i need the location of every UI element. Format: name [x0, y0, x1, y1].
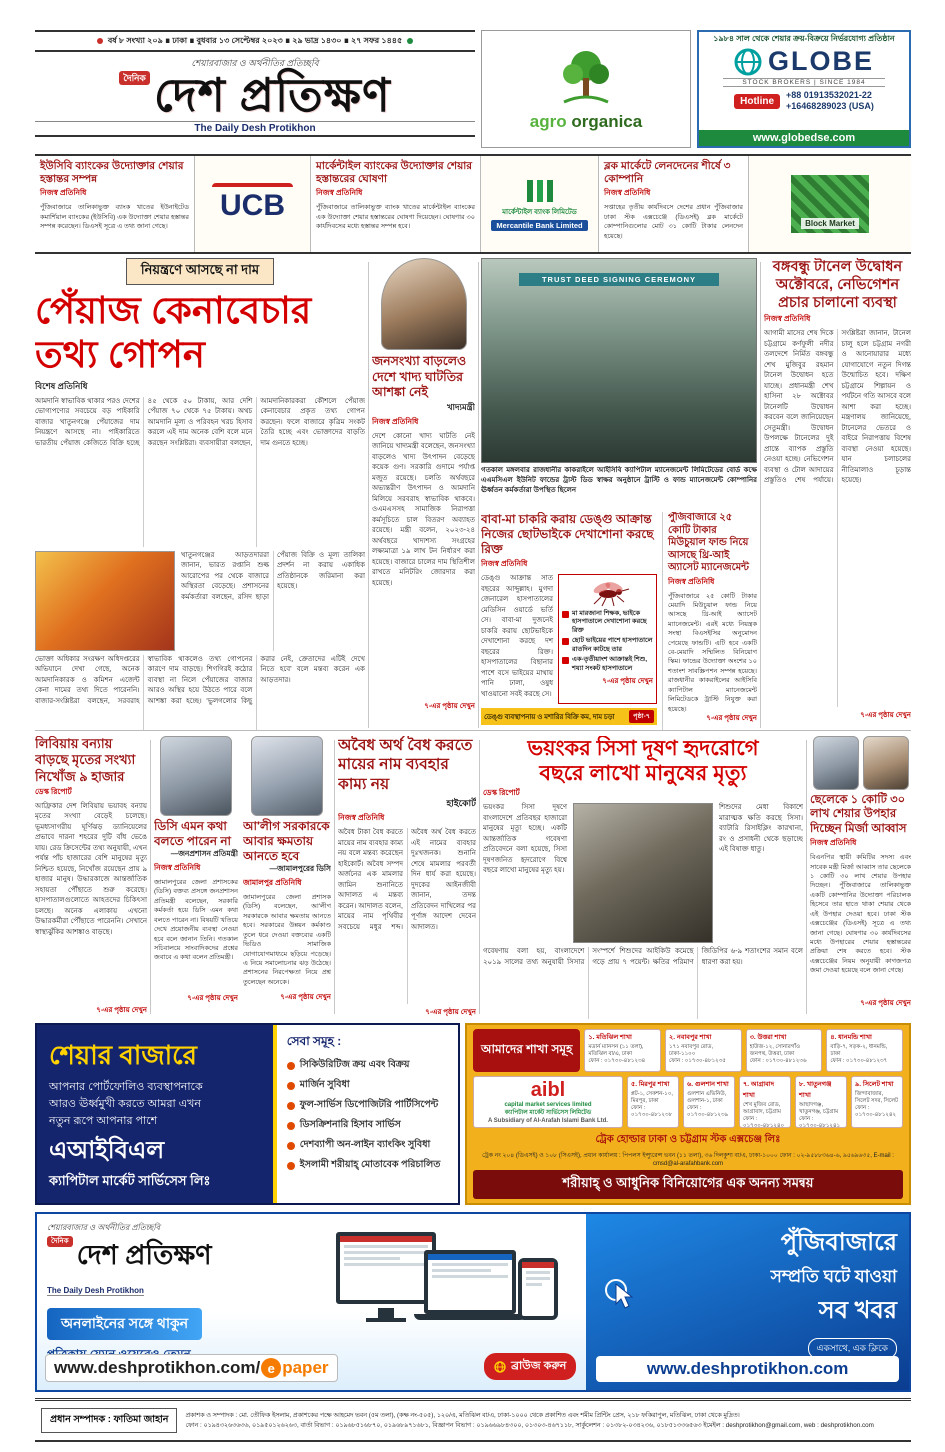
promo-masthead-title: দেশ প্রতিক্ষণ — [76, 1240, 212, 1270]
high-court-article — [338, 736, 476, 1019]
promo-masthead-sub: The Daily Desh Protikhon — [47, 1286, 144, 1295]
globe-brand-name: GLOBE — [767, 46, 874, 77]
sisa-headline-line2: বছরে লাখো মানুষের মৃত্যু — [539, 762, 747, 786]
branch-box: ৬. গুলশান শাখা গুলশান এভিনিউ, গুলশান-১, ঢাকা ফোন : ০১৭৩০-৪৮১২৩৯ — [683, 1076, 735, 1128]
dengue-page-tab: পৃষ্ঠা-৭ — [629, 710, 654, 723]
court-body: অবৈধ টাকা বৈধ করতে মায়ের নাম ব্যবহার কাম্য নয় বলে মন্তব্য করেছেন হাইকোর্ট। অবৈধ সম্পদ অর্জনের এক মামলার জামিন শুনানিতে আদালত এ মন্তব্য করেন। আদালত বলেন, মায়ের নাম পৃথিবীর সবচেয়ে মধুর শব্দ। অবৈধ অর্থ বৈধ করতে এই নামের ব্যবহার দুঃখজনক। শুনানি শেষে মামলার পরবর্তী দিন ধার্য করা হয়েছে। দুদকের আইনজীবী জানান, তদন্ত প্রতিবেদন দাখিলের পর পূর্ণাঙ্গ আদেশ দেবেন আদালত। — [338, 829, 476, 931]
strip-body: পুঁজিবাজারে তালিকাভুক্ত ব্যাংক খাতের মার্কেন্টাইল ব্যাংকের এক উদ্যোক্তা শেয়ার হস্তান্তরের ঘোষণা দিয়েছেন। ঘোষণার ৩০ কার্যদিবসের মধ্যে হস্তান্তর সম্পন্ন হবে। — [316, 204, 475, 231]
green-dot-icon — [407, 38, 413, 44]
strip-byline: নিজস্ব প্রতিনিধি — [604, 188, 651, 198]
aibl-ad-title: শেয়ার বাজারে — [49, 1040, 197, 1070]
strip-byline: নিজস্ব প্রতিনিধি — [40, 188, 87, 198]
food-body: দেশে কোনো খাদ্য ঘাটতি নেই জানিয়ে খাদ্যমন্ত্রী বলেছেন, জনসংখ্যা বাড়লেও খাদ্য উৎপাদন বেড়েছে কয়েক গুণ। সরকারি গুদামে পর্যাপ্ত মজুত রয়েছে। চলতি অর্থবছরে অভ্যন্তরীণ উৎপাদন ও আমদানি মিলিয়ে সরবরাহ স্বাভাবিক থাকবে। ওএমএসসহ সামাজিক নিরাপত্তা কর্মসূচিতে চাল বিতরণ অব্যাহত রয়েছে। মন্ত্রী বলেন, ২০২৩-২৪ অর্থবছরে খাদ্যশস্য সংগ্রহের লক্ষ্যমাত্রা ১৯ লাখ টন নির্ধারণ করা হয়েছে। বাজারে চালের দাম স্থিতিশীল রাখতে মনিটরিং জোরদার করা হয়েছে। — [372, 432, 475, 587]
bullet-icon — [287, 1162, 295, 1170]
dc-headline: ডিসি এমন কথা বলতে পারেন না — [154, 819, 231, 848]
mosquito-icon — [586, 578, 630, 608]
food-byline: নিজস্ব প্রতিনিধি — [372, 416, 419, 426]
branch-box: ৯. সিলেট শাখা জিন্দাবাজার, সিলেট সদর, সিলেট ফোন : ০১৭৩০-৪৮১২৪২ — [851, 1076, 903, 1128]
promo-masthead-tagline: শেয়ারবাজার ও অর্থনীতির প্রতিচ্ছবি — [47, 1223, 161, 1232]
ceremony-photo — [481, 258, 757, 463]
dengue-stat: এক-তৃতীয়াংশ আক্রান্তই শিশু, শয্যা সংকট হাসপাতালে — [562, 656, 653, 673]
dengue-stat: ছোট ভাইয়ের পাশে হাসপাতালে রাতদিন কাটছে তার — [562, 637, 653, 654]
trec-holder-line: ট্রেক হোল্ডার ঢাকা ও চট্টগ্রাম স্টক এক্সচেঞ্জ লিঃ — [595, 1134, 781, 1145]
hotline-phone-1: +88 01913532021-22 — [786, 90, 872, 101]
lead-article-onion — [35, 258, 365, 730]
globe-logo-icon — [734, 48, 762, 76]
tunnel-body: আগামী মাসের শেষ দিকে চট্টগ্রামে কর্ণফুলী নদীর তলদেশে নির্মিত বঙ্গবন্ধু শেখ মুজিবুর রহমান টানেল উদ্বোধন হতে যাচ্ছে। প্রধানমন্ত্রী শেখ হাসিনা ২৮ অক্টোবর টানেলটি উদ্বোধন করবেন বলে জানিয়েছেন সেতুমন্ত্রী। উদ্বোধন উপলক্ষে টানেলের দুই প্রান্তে ব্যাপক প্রস্তুতি নেওয়া হচ্ছে। নেভিগেশন ব্যবস্থা ও টোল আদায়ের প্রস্তুতিও শেষ পর্যায়ে। সংশ্লিষ্টরা জানান, টানেল চালু হলে চট্টগ্রাম নগরী ও আনোয়ারার মধ্যে যোগাযোগে নতুন দিগন্ত উন্মোচিত হবে। দক্ষিণ চট্টগ্রামে শিল্পায়ন ও পর্যটনে গতি আসবে বলে আশা করা হচ্ছে। মন্ত্রণালয় জানিয়েছে, টানেলের ভেতরে ও বাইরে নিরাপত্তায় বিশেষ ব্যবস্থা নেওয়া হয়েছে। যান চলাচলের নীতিমালাও চূড়ান্ত হয়েছে। — [764, 330, 911, 485]
al-more-link: ৭-এর পৃষ্ঠায় দেখুন — [280, 994, 331, 1001]
branch-box: ৩. উত্তরা শাখা হাউজ-১২, সোনারগাঁও জনপথ, উত্তরা, ঢাকা ফোন : ০১৭৩০-৪৮১২৩৬ — [746, 1029, 823, 1072]
court-headline: অবৈধ অর্থ বৈধ করতে মায়ের নাম ব্যবহার কাম্য নয় — [338, 737, 473, 793]
tunnel-headline: বঙ্গবন্ধু টানেল উদ্বোধন অক্টোবরে, নেভিগেশন প্রচার চালানো ব্যবস্থা — [772, 259, 903, 312]
stat-icon — [562, 638, 569, 645]
lead-byline: বিশেষ প্রতিনিধি — [35, 380, 88, 391]
strip-more-link — [316, 251, 475, 254]
edition-date-bar — [35, 30, 475, 52]
epaper-e-icon: e — [261, 1358, 281, 1378]
service-item: ইসলামী শরীয়াহ্ মোতাবেক পরিচালিত — [287, 1158, 448, 1173]
devices-graphic — [336, 1224, 576, 1354]
tunnel-article — [764, 258, 911, 730]
promo-right-tag: একসাথে, এক ক্লিকে — [808, 1338, 897, 1359]
stat-icon — [562, 611, 569, 618]
hotline-phone-2: +16468289023 (USA) — [786, 101, 874, 112]
lead-headline-line2: তথ্য গোপন — [35, 334, 205, 376]
al-quote-article — [243, 736, 331, 1019]
al-byline: জামালপুর প্রতিনিধি — [243, 878, 302, 887]
aibl-brand: এআইবিএল — [49, 1137, 165, 1164]
sisa-body-bottom: গবেষণায় বলা হয়, বাংলাদেশে ২০১৯ সালের তথ্য অনুযায়ী সিসার সংস্পর্শে শিশুদের আইকিউ কমেছে গড়ে প্রায় ৭ পয়েন্ট। ক্ষতির পরিমাণ জিডিপির ৬-৯ শতাংশের সমান বলে ধারণা করা হয়। — [483, 948, 803, 966]
laptop-icon — [424, 1250, 516, 1314]
lead-kicker: নিয়ন্ত্রণে আসছে না দাম — [126, 258, 274, 285]
aibl-ad-line2: আরও ঊর্ধ্বমুখী করতে আমরা এখন — [49, 1098, 201, 1111]
mirza-article — [810, 736, 911, 1019]
food-minister-article — [372, 258, 475, 730]
phone-icon — [518, 1258, 558, 1320]
strip-headline: ব্লক মার্কেটে লেনদেনের শীর্ষে ৩ কোম্পানি — [604, 160, 731, 186]
lead-body-3: ভোক্তা অধিকার সংরক্ষণ অধিদপ্তরের অভিযানে দেখা গেছে, অনেক আমদানিকারক ও কমিশন এজেন্ট কেনা দামের তথ্য দিতে পারেননি। বাজার-সংশ্লিষ্টরা বলছেন, সরবরাহ স্বাভাবিক থাকলেও তথ্য গোপনের কারণে দাম বাড়ছে। শিগগিরই কঠোর ব্যবস্থা না নিলে পেঁয়াজের বাজার আরও অস্থির হয়ে উঠতে পারে বলে আশঙ্কা করা হচ্ছে। ‘ভুলগলোর কিছু করার নেই, ক্রেতাদের এটিই দেখে নিতে হবে’ বলে মন্তব্য করেন এক আড়তদার। — [35, 655, 365, 705]
strip-headline: ইউসিবি ব্যাংকের উদ্যোক্তার শেয়ার হস্তান্তর সম্পন্ন — [40, 160, 184, 186]
ucb-logo: UCB — [212, 183, 293, 225]
strip-headline: মার্কেন্টাইল ব্যাংকের উদ্যোক্তার শেয়ার হস্তান্তরের ঘোষণা — [316, 160, 473, 186]
promo-left-panel — [37, 1214, 586, 1390]
service-item: ডিসক্রিশনারি হিসাব সার্ভিস — [287, 1118, 448, 1133]
publisher-line: প্রকাশক ও সম্পাদক : মো. তৌফিক ইসলাম, প্রকাশকের পক্ষে আহমেদ ভবন (৫ম তলা), (কক্ষ নং-৫০৫), ১২০/এ, মতিঝিল বা/এ, ঢাকা-১০০০ থেকে প্রকাশিত এবং শমীম প্রিন্টিং প্রেস, ২১৮ ফকিরাপুল, মতিঝিল, ঢাকা থেকে মুদ্রিত। — [185, 1412, 740, 1420]
epaper-link[interactable]: www.deshprotikhon.com/ e paper — [45, 1354, 338, 1382]
globe-website-link[interactable]: www.globedse.com — [699, 130, 909, 146]
fund-byline: নিজস্ব প্রতিনিধি — [668, 576, 715, 586]
block-market-logo-cell — [749, 156, 911, 252]
sisa-body-right: শিশুদের মেধা বিকাশে মারাত্মক ক্ষতি করছে সিসা। ব্যাটারি রিসাইক্লিং কারখানা, রং ও প্রসাধনী থেকে ছড়াচ্ছে এই বিষাক্ত ধাতু। — [719, 804, 803, 854]
branch-box: ৭. আগ্রাবাদ শাখা শেখ মুজিব রোড, আগ্রাবাদ, চট্টগ্রাম ফোন : ০১৭৩০-৪৮১২৪০ — [739, 1076, 791, 1128]
aibl-share-market-ad — [35, 1023, 460, 1205]
court-byline: নিজস্ব প্রতিনিধি — [338, 813, 385, 823]
aibl-branches-ad — [465, 1023, 911, 1205]
mutual-fund-article — [662, 512, 757, 730]
mirza-more-link: ৭-এর পৃষ্ঠায় দেখুন — [860, 1000, 911, 1008]
service-item: সিকিউরিটিজ ক্রয় এবং বিক্রয় — [287, 1058, 448, 1073]
bullet-icon — [287, 1102, 295, 1110]
paper-subtitle: The Daily Desh Protikhon — [35, 121, 475, 137]
strip-body: পুঁজিবাজারে তালিকাভুক্ত ব্যাংক খাতের ইউনাইটেড কমার্শিয়াল ব্যাংকের (ইউসিবি) এক উদ্যোক্তা শেয়ার হস্তান্তর সম্পন্ন করেছেন। ডিএসই সূত্রে এ তথ্য জানা গেছে। — [40, 204, 189, 231]
lead-body-1: আমদানি স্বাভাবিক থাকার পরও দেশের ভোগ্যপণ্যের সবচেয়ে বড় পাইকারি বাজার খাতুনগঞ্জে পেঁয়াজের দাম নিয়ন্ত্রণে আসছে না। পাইকারিতে ভারতীয় পেঁয়াজ কেজিতে বিক্রি হচ্ছে ৪৫ থেকে ৫০ টাকায়, আর দেশি পেঁয়াজ ৭০ থেকে ৭৫ টাকায়। অথচ আমদানি মূল্য ও পরিবহন খরচ হিসাব করলে এই দাম অনেক বেশি বলে মনে করছেন সংশ্লিষ্টরা। ব্যবসায়ীরা বলছেন, আমদানিকারকরা কৌশলে পেঁয়াজ কেনাবেচার প্রকৃত তথ্য গোপন করছেন। ফলে বাজারে কৃত্রিম সংকট তৈরি হচ্ছে এবং ভোক্তাদের বাড়তি দাম গুনতে হচ্ছে। — [35, 397, 365, 447]
chief-editor: প্রধান সম্পাদক : ফাতিমা জাহান — [41, 1408, 177, 1433]
ceremony-caption: গতকাল মঙ্গলবার রাজধানীর কাকরাইলে আইসিবি ক্যাপিটাল ম্যানেজমেন্ট লিমিটেডের বোর্ড কক্ষে এএমসিএল ইউনিট ফান্ডের ট্রাস্ট ডিড স্বাক্ষর অনুষ্ঠানে ট্রাস্টি ও ফান্ড ম্যানেজমেন্ট কোম্পানির ঊর্ধ্বতন কর্মকর্তারা উপস্থিত ছিলেন — [481, 467, 757, 494]
al-headline: আ'লীগ সরকারকে আবার ক্ষমতায় আনতে হবে — [243, 819, 330, 863]
sisa-byline: ডেস্ক রিপোর্ট — [483, 788, 520, 798]
block-market-logo: Block Market — [791, 175, 869, 233]
browse-globe-icon — [494, 1361, 506, 1373]
dengue-article — [481, 512, 657, 730]
promo-banner: অনলাইনের সঙ্গে থাকুন — [47, 1308, 202, 1340]
dc-body: জামালপুরের জেলা প্রশাসকের (ডিসি) বক্তব্য প্রসঙ্গে জনপ্রশাসন প্রতিমন্ত্রী বলেছেন, সরকারি কর্মকর্তা হয়ে ডিসি এমন কথা বলতে পারেন না। বিষয়টি খতিয়ে দেখে প্রয়োজনীয় ব্যবস্থা নেওয়া হবে বলে জানান তিনি। গতকাল সচিবালয়ে সাংবাদিকদের প্রশ্নের জবাবে এ কথা বলেন প্রতিমন্ত্রী। — [154, 879, 238, 962]
lead-body-2: খাতুনগঞ্জের আড়তদাররা জানান, ভারত রপ্তানি শুল্ক আরোপের পর থেকে বাজারে অস্থিরতা বেড়েছে। প্রশাসনের কর্মকর্তারা বলছেন, রসিদ ছাড়া পেঁয়াজ বিক্রি ও মূল্য তালিকা প্রদর্শন না করায় একাধিক প্রতিষ্ঠানকে জরিমানা করা হয়েছে। — [181, 551, 365, 601]
al-body: জামালপুরের জেলা প্রশাসক (ডিসি) বলেছেন, আ'লীগ সরকারকে আবার ক্ষমতায় আনতে হবে। সরকারের উন্নয়ন কর্মকাণ্ড তুলে ধরে দেওয়া বক্তব্যের একটি ভিডিও সামাজিক যোগাযোগমাধ্যমে ছড়িয়ে পড়েছে। এ নিয়ে সমালোচনার ঝড় উঠেছে। প্রশাসনের নিরপেক্ষতা নিয়ে প্রশ্ন তুলেছেন অনেকে। — [243, 894, 331, 986]
aibl-logo: aibl — [530, 1079, 566, 1101]
aibl-ad-line1: আপনার পোর্টফোলিও ব্যবস্থাপনাকে — [49, 1081, 203, 1093]
promo-right-line3: সব খবর — [818, 1297, 897, 1324]
browse-button[interactable]: ব্রাউজ করুন — [484, 1353, 576, 1380]
food-headline: জনসংখ্যা বাড়লেও দেশে খাদ্য ঘাটতির আশঙ্কা নেই — [372, 354, 467, 400]
promo-right-line2: সম্প্রতি ঘটে যাওয়া — [770, 1267, 897, 1286]
court-more-link: ৭-এর পৃষ্ঠায় দেখুন — [425, 1009, 476, 1017]
food-tag: খাদ্যমন্ত্রী — [446, 401, 475, 412]
services-title: সেবা সমূহ : — [286, 1034, 342, 1048]
agro-organica-ad — [481, 30, 691, 148]
tunnel-more-link: ৭-এর পৃষ্ঠায় দেখুন — [860, 712, 911, 720]
strip-body: সপ্তাহের তৃতীয় কার্যদিবসে দেশের প্রধান পুঁজিবাজার ঢাকা স্টক এক্সচেঞ্জে (ডিএসই) ব্লক মার্কেটে কোম্পানিগুলোর মোট ৩১ কোটি টাকার লেনদেন হয়েছে। — [604, 204, 743, 240]
tunnel-byline: নিজস্ব প্রতিনিধি — [764, 314, 811, 324]
mirza-abbas-photo — [813, 736, 859, 790]
dc-byline: নিজস্ব প্রতিনিধি — [154, 863, 201, 872]
aibl-ad-line3: নতুন রূপে আপনার পাশে — [49, 1115, 158, 1128]
dengue-more-link: ৭-এর পৃষ্ঠায় দেখুন — [602, 678, 653, 686]
food-minister-photo — [381, 258, 467, 350]
promo-right-line1: পুঁজিবাজারে — [780, 1229, 897, 1256]
dengue-stat: মা মারজানা শিক্ষক, ভাইকে হাসপাতালে দেখাশোনা করছে রিক্ত — [562, 610, 653, 635]
strip-story-mercantile — [311, 156, 481, 252]
aibl-logo-box: aibl capital market services limited ক্যাপিটাল মার্কেট সার্ভিসেস লিমিটেড A Subsidiary of Al-Arafah Islami Bank Ltd. — [473, 1076, 623, 1128]
fund-headline: পুঁজিবাজারে ২৫ কোটি টাকার মিউচুয়াল ফান্ড নিয়ে আসছে থ্রি-আই অ্যাসেট ম্যানেজমেন্ট — [668, 512, 750, 573]
libya-article — [35, 736, 147, 1019]
mercantile-name-bn: মার্কেন্টাইল ব্যাংক লিমিটেড — [502, 208, 577, 216]
dc-tag: —জনপ্রশাসন প্রতিমন্ত্রী — [170, 849, 238, 858]
bullet-icon — [287, 1122, 295, 1130]
dengue-strip-text: ডেঙ্গু ব্যবস্থাপনায় ও মশারির বিক্রি কম, দাম চড়া — [484, 713, 615, 721]
top-news-strip — [35, 154, 911, 254]
contact-line: ফোন : ০১৯৪৩২৬৩৬৩৬, ০১৯৫০১২৬২৬৩, বার্তা বিভাগ : ০১৯৬৮৫১৬৮৭০, ০১৯৬৮৯৭১৬৮১, বিজ্ঞাপন বিভাগ : ০১৯৬৬৯৮৪৩০০, ০১৩০৩-৪৬৭১১৮, সার্কুলেশন : ০১৩৮২-০৩৪২৩৬, ০১৮৫১৩৩৬৫৬৩ ইমেইল : deshprotikhon@gmail.com, web : deshprotikhon.com — [185, 1421, 874, 1429]
mercantile-name-en: Mercantile Bank Limited — [491, 220, 587, 231]
aibl-services-panel — [273, 1025, 458, 1203]
service-item: ফুল-সার্ভিস ডিপোজিটরি পার্টিসিপেন্ট — [287, 1098, 448, 1113]
bullet-icon — [287, 1082, 295, 1090]
branches-title: আমাদের শাখা সমূহ — [473, 1029, 580, 1072]
branches-address: ট্রেক নং ২০৪ (ডিএসই) ও ১০৮ (সিএসই), প্রধান কার্যালয় : পিপলস ইন্স্যুরেন্স ভবন (১১ তলা), ৩৬ দিলকুশা বা/এ, ঢাকা-১০০০ ফোন : ০২-৯৫৮৮৩৬৪-৬, ৯৫৬৯৬৩৫, E-mail : cmsd@al-arafahbank.com — [482, 1153, 894, 1167]
lead-pollution-article — [483, 736, 803, 1019]
agro-name-part2: organica — [571, 112, 643, 131]
tree-icon — [556, 46, 616, 108]
sisa-body-left: ভয়ংকর সিসা দূষণে বাংলাদেশে প্রতিবছর হাজারো মানুষের মৃত্যু হচ্ছে। একটি আন্তর্জাতিক গবেষণা প্রতিবেদনে বলা হয়েছে, সিসা দূষণজনিত হৃদরোগে বিশ্বে বছরে লাখো মানুষের মৃত্যু হয়। — [483, 804, 567, 875]
service-item: দেশব্যাপী অন-লাইন ব্যাংকিং সুবিধা — [287, 1138, 448, 1153]
strip-byline: নিজস্ব প্রতিনিধি — [316, 188, 363, 198]
imprint-footer — [35, 1398, 911, 1442]
lead-headline-line1: পেঁয়াজ কেনাবেচার — [35, 290, 312, 331]
monitor-icon — [336, 1232, 436, 1304]
promo-site-link[interactable]: www.deshprotikhon.com — [596, 1356, 899, 1382]
dengue-body: ডেঙ্গু আক্রান্ত সাত বছরের আব্দুল্লাহ। মুগদা জেনারেল হাসপাতালের মেডিসিন ওয়ার্ডে ভর্তি সে। বাবা-মা দুজনেই চাকরি করায় ছোটভাইকে দেখাশোনা করছে দশ বছরের রিক্ত। হাসপাতালের বিছানার পাশে বসে ভাইয়ের মাথায় পানি ঢালা, ওষুধ খাওয়ানো সবই করছে সে। — [481, 575, 553, 698]
mirza-headline: ছেলেকে ১ কোটি ৩০ লাখ শেয়ার উপহার দিচ্ছেন মির্জা আব্বাস — [810, 794, 907, 835]
red-dot-icon — [97, 38, 103, 44]
edition-date-text: বর্ষ ৮ সংখ্যা ২০৯ ∎ ঢাকা ∎ বুধবার ১৩ সেপ্টেম্বর ২০২৩ ∎ ২৯ ভাদ্র ১৪৩০ ∎ ২৭ সফর ১৪৪৫ — [107, 35, 403, 45]
hand-cursor-icon — [602, 1278, 636, 1318]
fund-more-link: ৭-এর পৃষ্ঠায় দেখুন — [706, 714, 757, 722]
mercantile-logo-cell — [481, 156, 599, 252]
masthead — [35, 56, 475, 150]
epaper-promo-ad — [35, 1212, 911, 1392]
branch-box: ৪. ধানমন্ডি শাখা বাড়ি-৭, সড়ক-২, ধানমন্ডি, ঢাকা ফোন : ০১৭৩০-৪৮১২৩৭ — [826, 1029, 903, 1072]
court-tag: হাইকোর্ট — [446, 798, 476, 809]
ceremony-banner: TRUST DEED SIGNING CEREMONY — [519, 273, 719, 286]
libya-more-link: ৭-এর পৃষ্ঠায় দেখুন — [96, 1006, 147, 1014]
mercantile-bank-icon — [525, 178, 555, 204]
dengue-infographic — [558, 574, 657, 704]
branch-box: ৮. খাতুনগঞ্জ শাখা আছাদগঞ্জ, খাতুনগঞ্জ, চট্টগ্রাম ফোন : ০১৭৩০-৪৮১২৪১ — [795, 1076, 847, 1128]
strip-more-link — [40, 251, 189, 254]
food-more-link: ৭-এর পৃষ্ঠায় দেখুন — [424, 702, 475, 710]
service-item: মার্জিন সুবিধা — [287, 1078, 448, 1093]
masthead-tagline: শেয়ারবাজার ও অর্থনীতির প্রতিচ্ছবি — [191, 58, 319, 68]
state-minister-photo — [160, 736, 232, 816]
libya-body: আফ্রিকার দেশ লিবিয়ায় ভয়াবহ বন্যায় মৃতের সংখ্যা বেড়েই চলেছে। ভূমধ্যসাগরীয় ঘূর্ণিঝড় ড্যানিয়েলের প্রভাবে দারনা শহরের দুটি বাঁধ ভেঙে যায়। রেড ক্রিসেন্টের তথ্য অনুযায়ী, এখন পর্যন্ত পাঁচ হাজারের বেশি মানুষের মৃত্যু নিশ্চিত হয়েছে, নিখোঁজ রয়েছেন প্রায় ৯ হাজার মানুষ। উদ্ধারকাজে আন্তর্জাতিক সহায়তা পৌঁছাতে শুরু করেছে। হাসপাতালগুলোতে আহতদের চিকিৎসা চলছে। অনেক এলাকায় এখনো উদ্ধারকর্মীরা পৌঁছাতে পারেননি। সেখানে স্বাস্থ্যঝুঁকির আশঙ্কাও বাড়ছে। — [35, 802, 147, 936]
mirza-son-photo — [863, 736, 909, 790]
stat-icon — [562, 657, 569, 664]
sisa-headline-line1: ভয়ংকর সিসা দূষণ হৃদরোগে — [527, 737, 759, 760]
dc-quote-article — [154, 736, 238, 1019]
branch-box: ২. নবাবপুর শাখা ১৭১ নবাবপুর রোড, ঢাকা-১১০০ ফোন : ০১৭৩০-৪৮১২৩৫ — [665, 1029, 742, 1072]
daily-badge: দৈনিক — [119, 71, 150, 85]
aibl-brand-sub: ক্যাপিটাল মার্কেট সার্ভিসেস লিঃ — [49, 1173, 211, 1188]
paper-title: দেশ প্রতিক্ষণ — [153, 69, 391, 121]
dengue-headline: বাবা-মা চাকরি করায় ডেঙ্গু আক্রান্ত নিজের ছোটভাইকে দেখাশোনা করছে রিক্ত — [481, 512, 654, 556]
mirza-body: বিএনপির স্থায়ী কমিটির সদস্য এবং সাবেক মন্ত্রী মির্জা আব্বাস তার ছেলেকে ১ কোটি ৩০ লাখ শেয়ার উপহার দিচ্ছেন। পুঁজিবাজারে তালিকাভুক্ত একটি কোম্পানির উদ্যোক্তা পরিচালক হিসেবে তার হাতে থাকা শেয়ার থেকে এই উপহার দেওয়া হবে। ঢাকা স্টক এক্সচেঞ্জের (ডিএসই) সূত্রে এ তথ্য জানা গেছে। ঘোষণার ৩০ কার্যদিবসের মধ্যে উপহারের শেয়ার হস্তান্তরের প্রক্রিয়া শেষ করতে হবে। স্টক এক্সচেঞ্জের নিয়ম অনুযায়ী কাগজপত্র জমা দেওয়া হয়েছে বলে জানা গেছে। — [810, 854, 911, 975]
al-tag: —জামালপুরের ডিসি — [269, 864, 331, 873]
globe-ad-headline: ১৯৮৪ সাল থেকে শেয়ার ক্রয়-বিক্রয়ে নির্ভরযোগ্য প্রতিষ্ঠান — [713, 34, 895, 43]
strip-story-block-market — [599, 156, 749, 252]
libya-headline: লিবিয়ায় বন্যায় বাড়ছে মৃতের সংখ্যা নিখোঁজ ৯ হাজার — [35, 736, 136, 784]
bullet-icon — [287, 1062, 295, 1070]
mirza-byline: নিজস্ব প্রতিনিধি — [810, 838, 857, 848]
bullet-icon — [287, 1142, 295, 1150]
branch-box: ৫. মিরপুর শাখা প্লট-১, সেকশন-১০, মিরপুর, ঢাকা ফোন : ০১৭৩০-৪৮১২৩৮ — [627, 1076, 679, 1128]
fund-body: পুঁজিবাজারে ২৫ কোটি টাকার মেয়াদি মিউচুয়াল ফান্ড নিয়ে আসছে থ্রি-আই অ্যাসেট ম্যানেজমেন্ট। এরই মধ্যে নিয়ন্ত্রক সংস্থা বিএসইসির অনুমোদন পেয়েছে ফান্ডটি। এটি হবে একটি বে-মেয়াদি সম্মিলিত বিনিয়োগ স্কিম। ফান্ডের উদ্যোক্তা অংশের ১০ শতাংশ সাবস্ক্রিপশন সম্পন্ন হয়েছে। রাজধানীর কাকরাইলের আইসিবি ক্যাপিটাল ম্যানেজমেন্ট লিমিটেডকে ট্রাস্টি নিযুক্ত করা হয়েছে। — [668, 592, 757, 713]
strip-more-link — [604, 251, 743, 254]
globe-brand-subtitle: STOCK BROKERS | SINCE 1984 — [723, 78, 885, 87]
branches-slogan: শরীয়াহ্ ও আধুনিক বিনিয়োগের এক অনন্য সমন্বয় — [473, 1170, 903, 1199]
dengue-byline: নিজস্ব প্রতিনিধি — [481, 559, 528, 568]
ucb-logo-cell — [195, 156, 311, 252]
lead-workshop-photo — [573, 803, 713, 943]
hotline-badge: Hotline — [734, 94, 780, 109]
libya-byline: ডেস্ক রিপোর্ট — [35, 786, 72, 796]
branch-box: ১. মতিঝিল শাখা মডার্ন ম্যানসন (১১ তলা), মতিঝিল বা/এ, ঢাকা ফোন : ০১৭৩০-৪৮১২৩৪ — [584, 1029, 661, 1072]
agro-name-part1: agro — [529, 112, 567, 131]
onion-market-photo — [35, 551, 175, 651]
globe-ad — [697, 30, 911, 148]
promo-daily-badge: দৈনিক — [47, 1236, 73, 1247]
promo-right-panel — [586, 1214, 909, 1390]
jamalpur-dc-photo — [251, 736, 323, 816]
dc-more-link: ৭-এর পৃষ্ঠায় দেখুন — [187, 995, 238, 1002]
strip-story-ucb — [35, 156, 195, 252]
